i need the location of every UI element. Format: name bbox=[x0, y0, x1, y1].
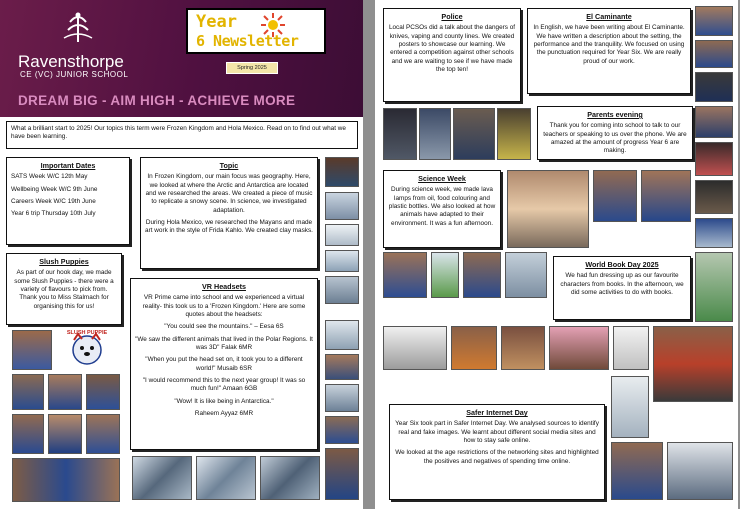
term-badge: Spring 2025 bbox=[226, 62, 278, 74]
vr-photo bbox=[325, 416, 359, 444]
vr-photo bbox=[325, 448, 359, 500]
parents-box bbox=[537, 106, 693, 160]
police-photo bbox=[453, 108, 495, 160]
police-text: Local PCSOs did a talk about the dangers of knives, vaping and county lines. We created posters to showcase our learning. We entered a competition against other schools and we are waiting to see if we have made the top ten! bbox=[388, 24, 516, 73]
safer-photo bbox=[667, 442, 733, 500]
lava-lamp-photo bbox=[695, 252, 733, 322]
slush-title: Slush Puppies bbox=[39, 257, 89, 266]
vr-photo bbox=[325, 354, 359, 380]
topic-photo bbox=[325, 192, 359, 220]
caminante-box bbox=[527, 8, 691, 94]
vr-intro: VR Prime came into school and we experienced a virtual reality- this took us to a 'Frozen Kingdom.' Here are some quotes about the headsets: bbox=[142, 294, 306, 319]
intro-text: What a brilliant start to 2025! Our topics this term were Frozen Kingdom and Hola Mexico. Read on to find out what we have been learning. bbox=[11, 125, 346, 141]
vr-quote: "I would recommend this to the next year group! It was so much fun!" Amaan 6GB bbox=[142, 376, 306, 393]
vr-scene-photo bbox=[132, 456, 192, 500]
vr-quote: "You could see the mountains." – Eesa 6S bbox=[164, 323, 284, 331]
safer-para-2: We looked at the age restrictions of the networking sites and highlighted the positives and negatives of spending time online. bbox=[395, 449, 599, 465]
slush-puppie-logo bbox=[56, 330, 118, 370]
book-day-photo bbox=[613, 326, 649, 370]
newsletter-page-1 bbox=[0, 0, 363, 509]
book-day-photo bbox=[451, 326, 497, 370]
school-logo-icon bbox=[58, 8, 98, 48]
science-text: During science week, we made lava lamps from oil, food colouring and plastic bottles. We also looked at how animals have adapted to their environment. It was a fun afternoon. bbox=[388, 186, 496, 227]
newsletter-title: 6 Newsletter bbox=[196, 32, 299, 50]
school-subtitle: CE (VC) JUNIOR SCHOOL bbox=[20, 70, 129, 79]
science-title: Science Week bbox=[418, 174, 466, 183]
school-name: Ravensthorpe bbox=[18, 52, 124, 71]
safer-box bbox=[389, 404, 605, 500]
date-item: Wellbeing Week W/C 9th June bbox=[11, 185, 98, 193]
parents-photo bbox=[695, 106, 733, 138]
date-item: Year 6 trip Thursday 10th July bbox=[11, 210, 96, 218]
caminante-photo bbox=[695, 40, 733, 68]
important-dates-box bbox=[6, 157, 130, 245]
caminante-photo bbox=[695, 72, 733, 102]
slush-photo bbox=[12, 414, 44, 454]
topic-para-2: During Hola Mexico, we researched the Mayans and made art work in the style of Frida Kahlo. We created clay masks. bbox=[145, 219, 313, 235]
parents-text: Thank you for coming into school to talk to our teachers or speaking to us over the phone. We are amazed at the amount of progress Year 6 are making. bbox=[543, 122, 687, 155]
vr-quote: "When you put the head set on, it took you to a different world!" Musaib 6SR bbox=[145, 356, 303, 372]
police-box bbox=[383, 8, 521, 102]
vr-title: VR Headsets bbox=[202, 282, 246, 291]
newsletter-year: Year bbox=[196, 12, 237, 32]
police-title: Police bbox=[441, 12, 463, 21]
parents-photo bbox=[695, 142, 733, 176]
slush-photo bbox=[12, 374, 44, 410]
date-item: Careers Week W/C 19th June bbox=[11, 198, 96, 206]
parents-photo bbox=[695, 180, 733, 214]
vr-quote: "Wow! It is like being in Antarctica." bbox=[174, 397, 274, 405]
science-photo bbox=[507, 170, 589, 248]
book-day-photo bbox=[653, 326, 733, 402]
safer-photo bbox=[611, 376, 649, 438]
book-day-title: World Book Day 2025 bbox=[585, 260, 659, 269]
safer-title: Safer Internet Day bbox=[466, 408, 528, 417]
vr-quote: Raheem Ayyaz 6MR bbox=[194, 409, 254, 417]
slush-photo bbox=[48, 414, 82, 454]
vr-photo bbox=[325, 320, 359, 350]
newsletter-page-2 bbox=[375, 0, 738, 509]
vr-scene-photo bbox=[260, 456, 320, 500]
topic-photo bbox=[325, 250, 359, 272]
topic-title: Topic bbox=[219, 161, 239, 170]
slush-logo-text: SLUSH PUPPIE bbox=[66, 330, 108, 336]
science-photo bbox=[641, 170, 691, 222]
science-photo bbox=[383, 252, 427, 298]
caminante-title: El Caminante bbox=[586, 12, 632, 21]
book-day-text: We had fun dressing up as our favourite characters from books. In the afternoon, we did some activities to do with books. bbox=[560, 272, 684, 297]
police-photo bbox=[419, 108, 451, 160]
caminante-photo bbox=[695, 6, 733, 36]
header-banner bbox=[0, 0, 363, 117]
topic-para-1: In Frozen Kingdom, our main focus was geography. Here, we looked at where the Arctic and Antarctica are located and we researched the areas. We created a piece of music to replicate a snowy scene. In science, we investigated adaptation. bbox=[145, 173, 313, 214]
vr-box bbox=[130, 278, 318, 450]
slush-photo bbox=[86, 414, 120, 454]
book-day-photo bbox=[549, 326, 609, 370]
topic-photo bbox=[325, 224, 359, 246]
science-photo bbox=[593, 170, 637, 222]
police-photo bbox=[497, 108, 531, 160]
slush-photo bbox=[48, 374, 82, 410]
science-photo bbox=[463, 252, 501, 298]
science-photo bbox=[505, 252, 547, 298]
slush-box bbox=[6, 253, 122, 325]
slush-photo bbox=[12, 458, 120, 502]
slush-dog-icon bbox=[56, 330, 118, 370]
science-box bbox=[383, 170, 501, 248]
safer-photo bbox=[611, 442, 663, 500]
vr-photo bbox=[325, 276, 359, 304]
vr-scene-photo bbox=[196, 456, 256, 500]
vr-quote: "We saw the different animals that lived in the Polar Regions. It was 3D" Falak 6MR bbox=[135, 335, 313, 351]
important-dates-title: Important Dates bbox=[40, 161, 96, 170]
police-photo bbox=[383, 108, 417, 160]
date-item: SATS Week W/C 12th May bbox=[11, 173, 88, 181]
caminante-text: In English, we have been writing about El Caminante. We have written a description about the setting, the performance and the tranquility. We focused on using the punctuation required for Year Six. We are really proud of our work. bbox=[533, 24, 685, 65]
lava-lamp-photo bbox=[431, 252, 459, 298]
topic-box bbox=[140, 157, 318, 269]
newsletter-title-box bbox=[186, 8, 326, 54]
book-day-photo bbox=[383, 326, 447, 370]
safer-para-1: Year Six took part in Safer Internet Day. We analysed sources to identify real and fake images. We learnt about different social media sites and how to stay safe online. bbox=[395, 420, 599, 445]
slush-photo bbox=[12, 330, 52, 370]
book-day-box bbox=[553, 256, 691, 320]
book-day-photo bbox=[501, 326, 545, 370]
slush-text: As part of our hook day, we made some Slush Puppies - there were a variety of flavours to pick from. Thank you to Miss Stalmach for organising this for us! bbox=[14, 269, 114, 310]
parents-title: Parents evening bbox=[587, 110, 643, 119]
science-photo bbox=[695, 218, 733, 248]
topic-photo bbox=[325, 157, 359, 187]
slush-photo bbox=[86, 374, 120, 410]
vr-photo bbox=[325, 384, 359, 412]
intro-box bbox=[6, 121, 358, 149]
school-tagline: DREAM BIG - AIM HIGH - ACHIEVE MORE bbox=[18, 93, 296, 108]
